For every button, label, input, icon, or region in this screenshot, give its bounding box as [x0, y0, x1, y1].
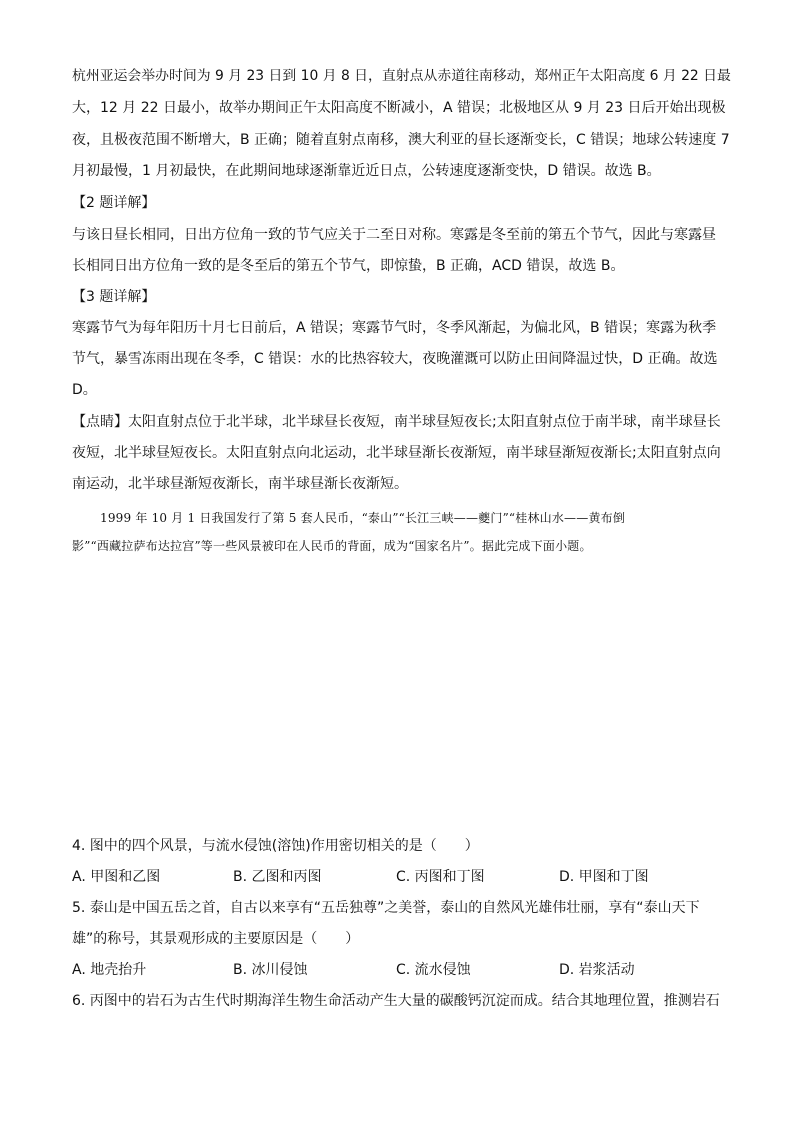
q4-stem: 4. 图中的四个风景，与流水侵蚀(溶蚀)作用密切相关的是（ ） [72, 838, 479, 854]
q4-option-c[interactable]: C. 丙图和丁图 [396, 869, 485, 885]
explanation-q1-line-3: 夜，且极夜范围不断增大，B 正确；随着直射点南移，澳大利亚的昼长逐渐变长，C 错误；地球公转速度 7 [72, 132, 730, 148]
q3-explanation-heading: 【3 题详解】 [72, 289, 156, 305]
figure-placeholder-area [72, 568, 722, 824]
q5-option-a[interactable]: A. 地壳抬升 [72, 962, 147, 978]
material-line-2: 影”“西藏拉萨布达拉宫”等一些风景被印在人民币的背面，成为“国家名片”。据此完成下面小题。 [72, 539, 592, 553]
explanation-q1-line-2: 大，12 月 22 日最小，故举办期间正午太阳高度不断减小，A 错误；北极地区从 9 月 23 日后开始出现极 [72, 100, 726, 116]
material-line-1: 1999 年 10 月 1 日我国发行了第 5 套人民币，“泰山”“长江三峡——夔门”“桂林山水——黄布倒 [100, 511, 626, 525]
q5-stem-line-1: 5. 泰山是中国五岳之首，自古以来享有“五岳独尊”之美誉，泰山的自然风光雄伟壮丽，享有“泰山天下 [72, 900, 700, 916]
explanation-q3-line-1: 寒露节气为每年阳历十月七日前后，A 错误；寒露节气时，冬季风渐起，为偏北风，B 错误；寒露为秋季 [72, 320, 717, 336]
explanation-q1-line-1: 杭州亚运会举办时间为 9 月 23 日到 10 月 8 日，直射点从赤道往南移动，郑州正午太阳高度 6 月 22 日最 [72, 68, 731, 84]
q4-option-a[interactable]: A. 甲图和乙图 [72, 869, 161, 885]
q6-stem: 6. 丙图中的岩石为古生代时期海洋生物生命活动产生大量的碳酸钙沉淀而成。结合其地理位置，推测岩石 [72, 993, 720, 1009]
explanation-q3-line-3: D。 [72, 382, 97, 398]
q4-options [72, 867, 732, 887]
q2-explanation-heading: 【2 题详解】 [72, 195, 156, 211]
explanation-q2-line-1: 与该日昼长相同，日出方位角一致的节气应关于二至日对称。寒露是冬至前的第五个节气，因此与寒露昼 [72, 227, 716, 243]
explanation-q1-line-4: 月初最慢，1 月初最快，在此期间地球逐渐靠近近日点，公转速度逐渐变快，D 错误。故选 B。 [72, 163, 661, 179]
key-points-line-2: 夜短，北半球昼短夜长。太阳直射点向北运动，北半球昼渐长夜渐短，南半球昼渐短夜渐长;太阳直射点向 [72, 445, 721, 461]
key-points-line-3: 南运动，北半球昼渐短夜渐长，南半球昼渐长夜渐短。 [72, 476, 408, 492]
q4-option-d[interactable]: D. 甲图和丁图 [559, 869, 649, 885]
q5-option-d[interactable]: D. 岩浆活动 [559, 962, 635, 978]
explanation-q2-line-2: 长相同日出方位角一致的是冬至后的第五个节气，即惊蛰，B 正确，ACD 错误，故选 B。 [72, 258, 625, 274]
explanation-q3-line-2: 节气，暴雪冻雨出现在冬季，C 错误：水的比热容较大，夜晚灌溉可以防止田间降温过快，D 正确。故选 [72, 351, 718, 367]
q5-options [72, 960, 732, 980]
key-points-line-1: 【点睛】太阳直射点位于北半球，北半球昼长夜短，南半球昼短夜长;太阳直射点位于南半球，南半球昼长 [72, 414, 721, 430]
q4-option-b[interactable]: B. 乙图和丙图 [233, 869, 322, 885]
q5-option-b[interactable]: B. 冰川侵蚀 [233, 962, 308, 978]
q5-option-c[interactable]: C. 流水侵蚀 [396, 962, 471, 978]
q5-stem-line-2: 雄”的称号，其景观形成的主要原因是（ ） [72, 931, 360, 947]
